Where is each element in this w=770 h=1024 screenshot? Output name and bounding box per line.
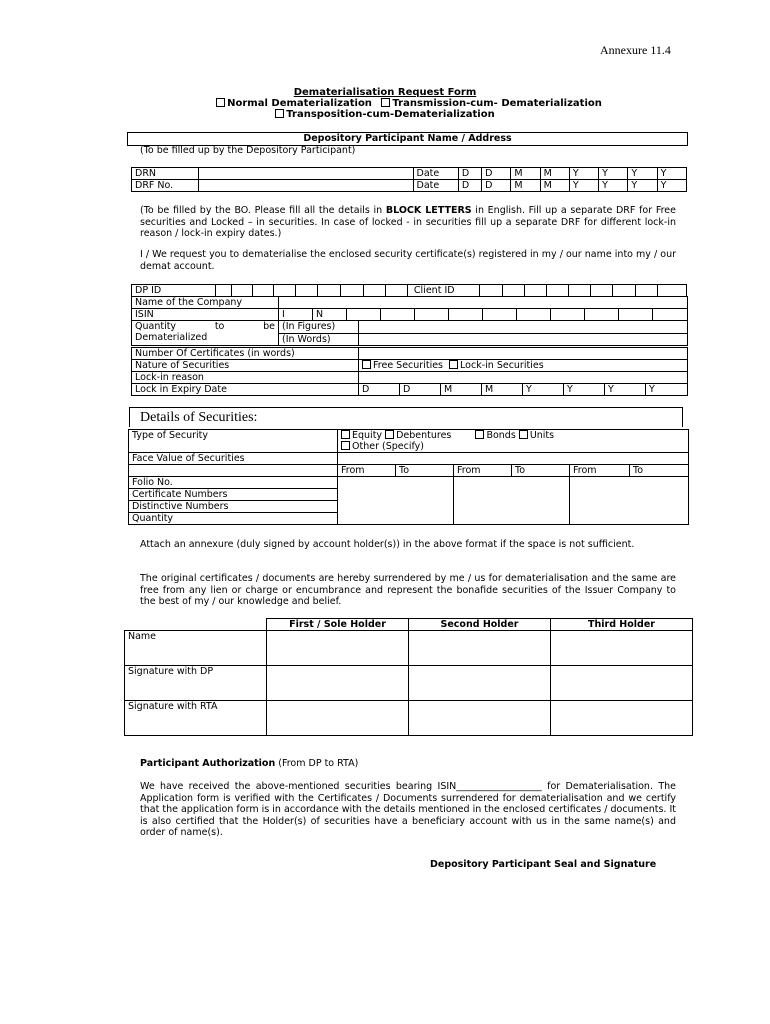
isin-cell[interactable] — [585, 309, 619, 321]
second-holder-header: Second Holder — [409, 619, 551, 631]
range-block-1[interactable] — [338, 477, 454, 525]
to-header: To — [630, 465, 689, 477]
isin-cell[interactable] — [653, 309, 688, 321]
num-cert-label: Number Of Certificates (in words) — [132, 348, 359, 360]
dist-numbers-label: Distinctive Numbers — [129, 501, 338, 513]
nature-label: Nature of Securities — [132, 360, 359, 372]
dp-id-cell[interactable] — [341, 285, 363, 297]
from-header: From — [454, 465, 512, 477]
date-cell[interactable]: M — [540, 168, 569, 180]
request-paragraph: I / We request you to dematerialise the enclosed security certificate(s) registered in my / our name into my / our demat account. — [140, 249, 676, 272]
bonds-label: Bonds — [486, 430, 516, 441]
transmission-checkbox[interactable] — [381, 98, 390, 107]
attach-paragraph: Attach an annexure (duly signed by account holder(s)) in the above format if the space is not sufficient. — [140, 539, 635, 550]
nature-table — [131, 347, 688, 384]
to-header: To — [512, 465, 570, 477]
dp-id-cell[interactable] — [215, 285, 231, 297]
date-label: Date — [413, 180, 458, 192]
company-field[interactable] — [279, 297, 688, 309]
date-cell[interactable]: M — [540, 180, 569, 192]
isin-cell[interactable] — [381, 309, 415, 321]
lockin-date-cell[interactable]: Y — [564, 384, 605, 396]
drn-table — [131, 167, 687, 192]
authorization-sub: (From DP to RTA) — [275, 758, 359, 769]
num-cert-field[interactable] — [359, 348, 688, 360]
in-figures-label: (In Figures) — [279, 321, 359, 334]
quantity-label-word: to — [214, 321, 225, 332]
dp-id-cell[interactable] — [296, 285, 318, 297]
form-title-text: Dematerialisation Request Form — [293, 87, 477, 98]
other-label: Other (Specify) — [352, 441, 424, 452]
third-holder-sig-rta[interactable] — [551, 701, 693, 736]
client-id-cell[interactable] — [613, 285, 635, 297]
company-label: Name of the Company — [132, 297, 279, 309]
quantity-label-word: Quantity — [135, 321, 177, 332]
in-words-label: (In Words) — [279, 333, 359, 346]
authorization-heading — [140, 758, 358, 769]
quantity-label — [132, 321, 279, 346]
date-cell[interactable]: Y — [657, 180, 686, 192]
drn-label: DRN — [132, 168, 199, 180]
surrender-paragraph: The original certificates / documents are hereby surrendered by me / us for dematerialisation and the same are free from any lien or charge or encumbrance and represent the bonafide securities of the Issuer Company to the best of my / our knowledge and belief. — [140, 573, 676, 607]
date-cell[interactable]: D — [482, 168, 511, 180]
lockin-reason-label: Lock-in reason — [132, 372, 359, 384]
dp-name-box[interactable] — [127, 132, 688, 146]
date-cell[interactable]: Y — [628, 168, 657, 180]
isin-label: ISIN — [132, 309, 279, 321]
dp-note: (To be filled up by the Depository Participant) — [140, 145, 356, 156]
client-id-cell[interactable] — [569, 285, 591, 297]
face-value-field[interactable] — [338, 453, 689, 465]
date-cell[interactable]: Y — [599, 180, 628, 192]
client-id-cell[interactable] — [502, 285, 524, 297]
quantity-label-word: Dematerialized — [135, 332, 208, 343]
equity-checkbox[interactable] — [341, 430, 350, 439]
lockin-date-cell[interactable]: Y — [646, 384, 688, 396]
date-label: Date — [413, 168, 458, 180]
securities-heading: Details of Securities: — [129, 407, 683, 427]
lockin-date-cell[interactable]: Y — [523, 384, 564, 396]
from-header: From — [570, 465, 630, 477]
quantity-figures-field[interactable] — [359, 321, 688, 334]
client-id-cell[interactable] — [546, 285, 568, 297]
drn-field[interactable] — [198, 168, 413, 180]
second-holder-name[interactable] — [409, 631, 551, 666]
authorization-paragraph: We have received the above-mentioned securities bearing ISIN__________________ for Dematerialisation. The Application form is verified with the Certificates / Documents surrendered for dematerialisation and we certify that the application form is in accordance with the details mentioned in the enclosed certificates / documents. It is also certified that the Holder(s) of securities have a beneficiary account with us in the same name(s) and order of name(s). — [140, 781, 676, 838]
seal-signature-label: Depository Participant Seal and Signature — [430, 859, 657, 870]
date-cell[interactable]: M — [511, 168, 540, 180]
dp-id-cell[interactable] — [385, 285, 407, 297]
instructions-text-c: in English. Fill up a separate DRF for Free securities and Locked – in securities. In case of locked - in securities fill up a separate DRF for different lock-in reason / lock-in expiry dates.) — [140, 205, 676, 239]
bonds-checkbox[interactable] — [475, 430, 484, 439]
second-holder-sig-rta[interactable] — [409, 701, 551, 736]
form-options-row1 — [0, 98, 770, 109]
nature-options — [359, 360, 688, 372]
to-header: To — [396, 465, 454, 477]
blank-header — [125, 619, 267, 631]
securities-table — [128, 429, 689, 525]
sig-dp-label: Signature with DP — [125, 666, 267, 701]
free-securities-label: Free Securities — [373, 360, 444, 371]
isin-cell[interactable] — [449, 309, 483, 321]
isin-cell[interactable] — [415, 309, 449, 321]
client-id-cell[interactable] — [524, 285, 546, 297]
isin-cell[interactable]: I — [279, 309, 313, 321]
free-securities-checkbox[interactable] — [362, 360, 371, 369]
lockin-date-cell[interactable]: D — [359, 384, 400, 396]
lockin-reason-field[interactable] — [359, 372, 688, 384]
lockin-date-cell[interactable]: Y — [605, 384, 646, 396]
third-holder-name[interactable] — [551, 631, 693, 666]
client-id-cell[interactable] — [657, 285, 686, 297]
first-holder-header: First / Sole Holder — [267, 619, 409, 631]
form-options-row2 — [0, 109, 770, 120]
units-checkbox[interactable] — [519, 430, 528, 439]
quantity-words-field[interactable] — [359, 333, 688, 346]
drf-field[interactable] — [198, 180, 413, 192]
date-cell[interactable]: Y — [657, 168, 686, 180]
date-cell[interactable]: D — [458, 168, 481, 180]
quantity-label: Quantity — [129, 513, 338, 525]
client-id-cell[interactable] — [480, 285, 502, 297]
cert-numbers-label: Certificate Numbers — [129, 489, 338, 501]
dp-id-cell[interactable] — [231, 285, 252, 297]
name-label: Name — [125, 631, 267, 666]
range-block-3[interactable] — [570, 477, 689, 525]
lockin-date-cell[interactable]: M — [441, 384, 482, 396]
third-holder-sig-dp[interactable] — [551, 666, 693, 701]
security-type-options — [338, 430, 689, 453]
transposition-label: Transposition-cum-Dematerialization — [286, 109, 495, 120]
dp-id-cell[interactable] — [363, 285, 385, 297]
drf-label: DRF No. — [132, 180, 199, 192]
dp-id-cell[interactable] — [252, 285, 273, 297]
client-id-cell[interactable] — [635, 285, 657, 297]
client-id-cell[interactable] — [591, 285, 613, 297]
folio-label: Folio No. — [129, 477, 338, 489]
date-cell[interactable]: Y — [569, 180, 598, 192]
date-cell[interactable]: Y — [569, 168, 598, 180]
holders-table — [124, 618, 693, 736]
date-cell[interactable]: D — [482, 180, 511, 192]
other-checkbox[interactable] — [341, 441, 350, 450]
instructions-paragraph — [140, 205, 676, 240]
range-block-2[interactable] — [454, 477, 570, 525]
date-cell[interactable]: Y — [599, 168, 628, 180]
dp-id-cell[interactable] — [318, 285, 341, 297]
quantity-label-word: be — [263, 321, 275, 332]
lockin-securities-label: Lock-in Securities — [460, 360, 544, 371]
type-of-security-label: Type of Security — [129, 430, 338, 453]
lockin-securities-checkbox[interactable] — [449, 360, 458, 369]
date-cell[interactable]: M — [511, 180, 540, 192]
second-holder-sig-dp[interactable] — [409, 666, 551, 701]
units-label: Units — [529, 430, 555, 441]
normal-demat-checkbox[interactable] — [216, 98, 225, 107]
blank-row — [129, 465, 338, 477]
isin-cell[interactable] — [619, 309, 653, 321]
isin-cell[interactable] — [551, 309, 585, 321]
lockin-date-label: Lock in Expiry Date — [132, 384, 359, 396]
debentures-checkbox[interactable] — [385, 430, 394, 439]
lockin-date-cell[interactable]: D — [400, 384, 441, 396]
first-holder-name[interactable] — [267, 631, 409, 666]
authorization-title: Participant Authorization — [140, 758, 276, 769]
first-holder-sig-rta[interactable] — [267, 701, 409, 736]
isin-cell[interactable]: N — [313, 309, 347, 321]
equity-label: Equity — [352, 430, 383, 441]
client-id-label: Client ID — [407, 285, 480, 297]
sig-rta-label: Signature with RTA — [125, 701, 267, 736]
form-title — [0, 87, 770, 98]
debentures-label: Debentures — [396, 430, 452, 441]
date-cell[interactable]: D — [458, 180, 481, 192]
date-cell[interactable]: Y — [628, 180, 657, 192]
isin-cell[interactable] — [483, 309, 517, 321]
annexure-label: Annexure 11.4 — [600, 43, 671, 57]
isin-cell[interactable] — [347, 309, 381, 321]
transposition-checkbox[interactable] — [275, 109, 284, 118]
normal-demat-label: Normal Dematerialization — [227, 98, 372, 109]
dp-id-cell[interactable] — [273, 285, 295, 297]
quantity-table — [131, 320, 688, 346]
dp-id-label: DP ID — [132, 285, 216, 297]
lockin-date-table — [131, 383, 688, 396]
first-holder-sig-dp[interactable] — [267, 666, 409, 701]
transmission-label: Transmission-cum- Dematerialization — [392, 98, 602, 109]
instructions-bold: BLOCK LETTERS — [385, 205, 472, 216]
dp-name-title: Depository Participant Name / Address — [303, 133, 512, 144]
from-header: From — [338, 465, 396, 477]
face-value-label: Face Value of Securities — [129, 453, 338, 465]
instructions-text-a: (To be filled by the BO. Please fill all the details in — [140, 205, 386, 216]
third-holder-header: Third Holder — [551, 619, 693, 631]
lockin-date-cell[interactable]: M — [482, 384, 523, 396]
isin-cell[interactable] — [517, 309, 551, 321]
